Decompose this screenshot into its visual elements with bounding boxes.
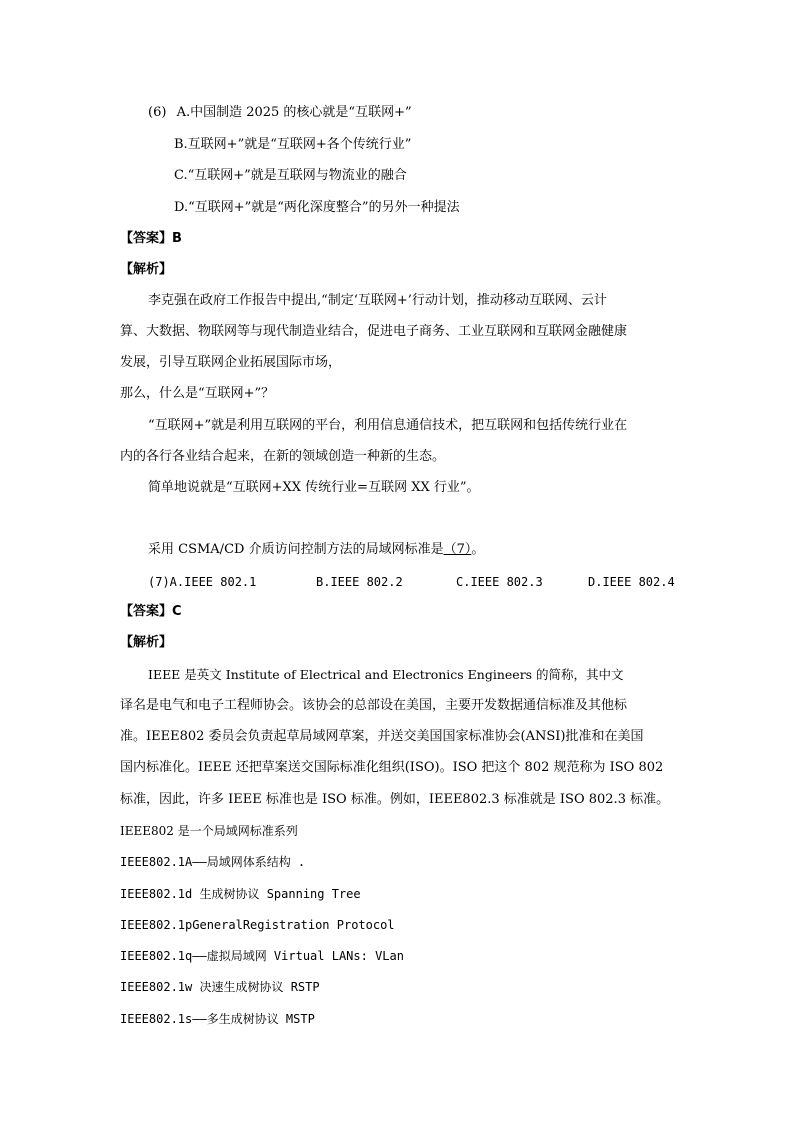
q7-stem <box>148 540 484 560</box>
q7-list-item: IEEE802.1q——虚拟局域网 Virtual LANs: VLan <box>120 949 404 963</box>
q6-analysis-line: 发展，引导互联网企业拓展国际市场， <box>120 355 342 370</box>
q6-answer: 【答案】B <box>120 231 182 246</box>
q6-analysis-line: 李克强在政府工作报告中提出,“制定‘互联网+’行动计划，推动移动互联网、云计 <box>148 293 607 308</box>
q7-analysis-line: 标准，因此，许多 IEEE 标准也是 ISO 标准。例如，IEEE802.3 标准就是 ISO 802.3 标准。 <box>120 792 670 807</box>
q7-stem-suffix: 。 <box>471 542 485 557</box>
q7-option-b: B.IEEE 802.2 <box>316 575 403 589</box>
q7-stem-blank: （7） <box>443 542 472 557</box>
q6-option-c: C.“互联网+”就是互联网与物流业的融合 <box>174 168 407 183</box>
q6-number: (6) <box>148 105 167 120</box>
q6-analysis-line: 那么，什么是“互联网+”？ <box>120 386 275 401</box>
q7-list-item: IEEE802 是一个局域网标准系列 <box>120 824 298 838</box>
q7-list-item: IEEE802.1A——局域网体系结构 . <box>120 855 306 869</box>
q7-analysis-label: 【解析】 <box>120 635 173 650</box>
q7-list-item: IEEE802.1w 决速生成树协议 RSTP <box>120 980 320 994</box>
q6-analysis-label: 【解析】 <box>120 262 173 277</box>
q6-option-b: B.互联网+”就是“互联网+各个传统行业” <box>174 137 412 152</box>
q6-analysis-line: 简单地说就是“互联网+XX 传统行业=互联网 XX 行业”。 <box>148 480 480 495</box>
q7-option-d: D.IEEE 802.4 <box>588 575 675 589</box>
q6-option-d: D.“互联网+”就是“两化深度整合”的另外一种提法 <box>174 200 460 215</box>
q6-analysis-line: 算、大数据、物联网等与现代制造业结合，促进电子商务、工业互联网和互联网金融健康 <box>120 324 628 339</box>
q7-answer: 【答案】C <box>120 604 182 619</box>
q7-stem-prefix: 采用 CSMA/CD 介质访问控制方法的局域网标准是 <box>148 542 444 557</box>
q7-analysis-line: 译名是电气和电子工程师协会。该协会的总部设在美国，主要开发数据通信标准及其他标 <box>120 698 628 713</box>
q7-option-a: (7)A.IEEE 802.1 <box>148 575 257 589</box>
q7-analysis-line: 国内标准化。IEEE 还把草案送交国际标准化组织(ISO)。ISO 把这个 802 规范称为 ISO 802 <box>120 760 664 775</box>
q7-list-item: IEEE802.1d 生成树协议 Spanning Tree <box>120 887 361 901</box>
q6-analysis-line: 内的各行各业结合起来，在新的领域创造一种新的生态。 <box>120 449 446 464</box>
q7-option-c: C.IEEE 802.3 <box>456 575 543 589</box>
q6-option-a-row <box>148 103 412 123</box>
q7-list-item: IEEE802.1pGeneralRegistration Protocol <box>120 918 395 932</box>
q7-analysis-line: IEEE 是英文 Institute of Electrical and Electronics Engineers 的简称，其中文 <box>148 667 624 682</box>
q6-analysis-line: “互联网+”就是利用互联网的平台，利用信息通信技术，把互联网和包括传统行业在 <box>148 418 628 433</box>
q7-analysis-line: 准。IEEE802 委员会负责起草局域网草案，并送交美国国家标准协会(ANSI)批准和在美国 <box>120 729 644 744</box>
q7-list-item: IEEE802.1s——多生成树协议 MSTP <box>120 1012 315 1026</box>
q6-option-a: A.中国制造 2025 的核心就是“互联网+” <box>176 105 412 120</box>
